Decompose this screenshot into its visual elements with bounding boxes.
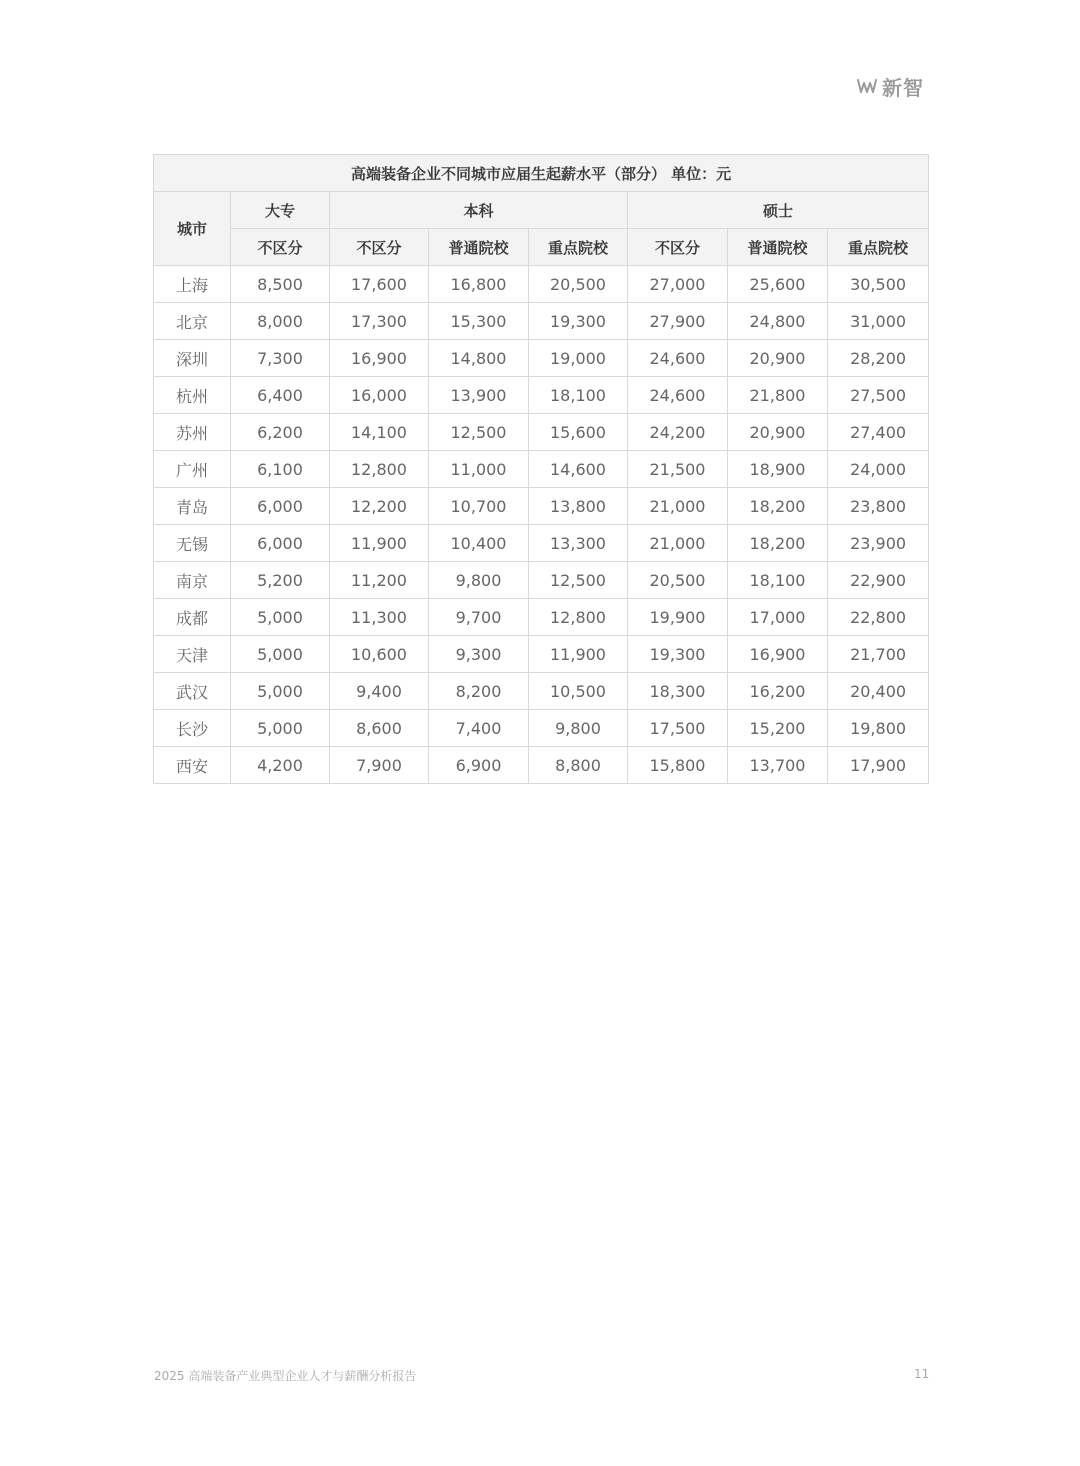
sub-header: 普通院校: [429, 229, 529, 266]
table-row: [154, 377, 929, 414]
salary-cell: 14,800: [429, 340, 529, 377]
salary-cell: 13,700: [728, 747, 828, 784]
salary-cell: 9,800: [429, 562, 529, 599]
group-header-dazhuan: 大专: [231, 192, 330, 229]
salary-cell: 8,000: [231, 303, 330, 340]
salary-cell: 27,400: [828, 414, 929, 451]
salary-cell: 11,900: [529, 636, 628, 673]
salary-cell: 11,000: [429, 451, 529, 488]
salary-cell: 6,100: [231, 451, 330, 488]
salary-cell: 22,900: [828, 562, 929, 599]
salary-cell: 15,800: [628, 747, 728, 784]
salary-cell: 30,500: [828, 266, 929, 303]
salary-cell: 19,900: [628, 599, 728, 636]
salary-cell: 16,200: [728, 673, 828, 710]
table-row: [154, 747, 929, 784]
salary-cell: 27,500: [828, 377, 929, 414]
salary-cell: 4,200: [231, 747, 330, 784]
city-cell: 西安: [154, 747, 231, 784]
salary-table-container: [153, 154, 928, 784]
salary-cell: 12,800: [529, 599, 628, 636]
group-header-benke: 本科: [330, 192, 628, 229]
salary-cell: 18,200: [728, 488, 828, 525]
salary-cell: 6,200: [231, 414, 330, 451]
salary-cell: 18,200: [728, 525, 828, 562]
salary-cell: 5,000: [231, 710, 330, 747]
salary-cell: 8,200: [429, 673, 529, 710]
group-header-row: [154, 192, 929, 229]
salary-cell: 11,900: [330, 525, 429, 562]
group-header-shuoshi: 硕士: [628, 192, 929, 229]
salary-cell: 23,800: [828, 488, 929, 525]
sub-header: 重点院校: [828, 229, 929, 266]
salary-cell: 7,900: [330, 747, 429, 784]
salary-cell: 31,000: [828, 303, 929, 340]
salary-cell: 9,700: [429, 599, 529, 636]
table-row: [154, 636, 929, 673]
salary-cell: 15,300: [429, 303, 529, 340]
salary-cell: 23,900: [828, 525, 929, 562]
salary-cell: 8,800: [529, 747, 628, 784]
salary-cell: 9,800: [529, 710, 628, 747]
salary-cell: 10,600: [330, 636, 429, 673]
salary-cell: 8,600: [330, 710, 429, 747]
city-cell: 苏州: [154, 414, 231, 451]
salary-cell: 8,500: [231, 266, 330, 303]
table-row: [154, 340, 929, 377]
sub-header: 不区分: [628, 229, 728, 266]
salary-cell: 5,000: [231, 673, 330, 710]
salary-cell: 5,200: [231, 562, 330, 599]
salary-cell: 12,500: [429, 414, 529, 451]
table-body: [154, 266, 929, 784]
salary-cell: 24,200: [628, 414, 728, 451]
salary-cell: 21,700: [828, 636, 929, 673]
city-cell: 长沙: [154, 710, 231, 747]
city-column-header: 城市: [154, 192, 231, 266]
salary-cell: 6,400: [231, 377, 330, 414]
salary-cell: 12,500: [529, 562, 628, 599]
salary-cell: 20,900: [728, 414, 828, 451]
salary-cell: 18,100: [728, 562, 828, 599]
salary-cell: 13,300: [529, 525, 628, 562]
salary-cell: 10,500: [529, 673, 628, 710]
salary-table: [153, 154, 929, 784]
salary-cell: 5,000: [231, 599, 330, 636]
salary-cell: 12,800: [330, 451, 429, 488]
table-row: [154, 673, 929, 710]
salary-cell: 16,800: [429, 266, 529, 303]
salary-cell: 11,300: [330, 599, 429, 636]
table-row: [154, 599, 929, 636]
salary-cell: 20,500: [628, 562, 728, 599]
sub-header: 重点院校: [529, 229, 628, 266]
page-number: 11: [914, 1367, 930, 1381]
salary-cell: 18,300: [628, 673, 728, 710]
salary-cell: 20,500: [529, 266, 628, 303]
salary-cell: 19,300: [529, 303, 628, 340]
salary-cell: 24,600: [628, 340, 728, 377]
salary-cell: 16,900: [728, 636, 828, 673]
salary-cell: 22,800: [828, 599, 929, 636]
brand-name: 新智: [882, 75, 924, 100]
salary-cell: 10,700: [429, 488, 529, 525]
table-row: [154, 414, 929, 451]
salary-cell: 7,300: [231, 340, 330, 377]
salary-cell: 25,600: [728, 266, 828, 303]
salary-cell: 19,800: [828, 710, 929, 747]
salary-cell: 17,300: [330, 303, 429, 340]
salary-cell: 13,800: [529, 488, 628, 525]
sub-header: 普通院校: [728, 229, 828, 266]
brand-logo: [856, 70, 924, 102]
salary-cell: 10,400: [429, 525, 529, 562]
salary-cell: 17,600: [330, 266, 429, 303]
table-row: [154, 562, 929, 599]
salary-cell: 27,900: [628, 303, 728, 340]
salary-cell: 15,600: [529, 414, 628, 451]
salary-cell: 21,000: [628, 488, 728, 525]
salary-cell: 28,200: [828, 340, 929, 377]
salary-cell: 19,000: [529, 340, 628, 377]
salary-cell: 17,000: [728, 599, 828, 636]
city-cell: 成都: [154, 599, 231, 636]
salary-cell: 19,300: [628, 636, 728, 673]
sub-header-row: [154, 229, 929, 266]
salary-cell: 21,500: [628, 451, 728, 488]
table-row: [154, 266, 929, 303]
salary-cell: 12,200: [330, 488, 429, 525]
salary-cell: 16,000: [330, 377, 429, 414]
city-cell: 北京: [154, 303, 231, 340]
table-row: [154, 488, 929, 525]
table-row: [154, 710, 929, 747]
city-cell: 上海: [154, 266, 231, 303]
salary-cell: 5,000: [231, 636, 330, 673]
salary-cell: 24,600: [628, 377, 728, 414]
salary-cell: 20,900: [728, 340, 828, 377]
sub-header: 不区分: [330, 229, 429, 266]
table-row: [154, 451, 929, 488]
salary-cell: 6,900: [429, 747, 529, 784]
salary-cell: 15,200: [728, 710, 828, 747]
city-cell: 南京: [154, 562, 231, 599]
city-cell: 杭州: [154, 377, 231, 414]
salary-cell: 11,200: [330, 562, 429, 599]
table-row: [154, 525, 929, 562]
salary-cell: 18,100: [529, 377, 628, 414]
salary-cell: 6,000: [231, 525, 330, 562]
wave-mark-icon: [856, 76, 878, 96]
city-cell: 广州: [154, 451, 231, 488]
salary-cell: 17,500: [628, 710, 728, 747]
salary-cell: 18,900: [728, 451, 828, 488]
salary-cell: 20,400: [828, 673, 929, 710]
salary-cell: 6,000: [231, 488, 330, 525]
city-cell: 无锡: [154, 525, 231, 562]
city-cell: 青岛: [154, 488, 231, 525]
city-cell: 深圳: [154, 340, 231, 377]
city-cell: 武汉: [154, 673, 231, 710]
salary-cell: 9,300: [429, 636, 529, 673]
salary-cell: 21,000: [628, 525, 728, 562]
salary-cell: 9,400: [330, 673, 429, 710]
salary-cell: 7,400: [429, 710, 529, 747]
table-title: 高端装备企业不同城市应届生起薪水平（部分） 单位：元: [154, 155, 929, 192]
salary-cell: 17,900: [828, 747, 929, 784]
city-cell: 天津: [154, 636, 231, 673]
salary-cell: 14,100: [330, 414, 429, 451]
salary-cell: 24,000: [828, 451, 929, 488]
salary-cell: 24,800: [728, 303, 828, 340]
salary-cell: 21,800: [728, 377, 828, 414]
table-row: [154, 303, 929, 340]
salary-cell: 13,900: [429, 377, 529, 414]
salary-cell: 27,000: [628, 266, 728, 303]
salary-cell: 16,900: [330, 340, 429, 377]
report-title-footer: 2025 高端装备产业典型企业人才与薪酬分析报告: [154, 1369, 417, 1383]
salary-cell: 14,600: [529, 451, 628, 488]
sub-header: 不区分: [231, 229, 330, 266]
